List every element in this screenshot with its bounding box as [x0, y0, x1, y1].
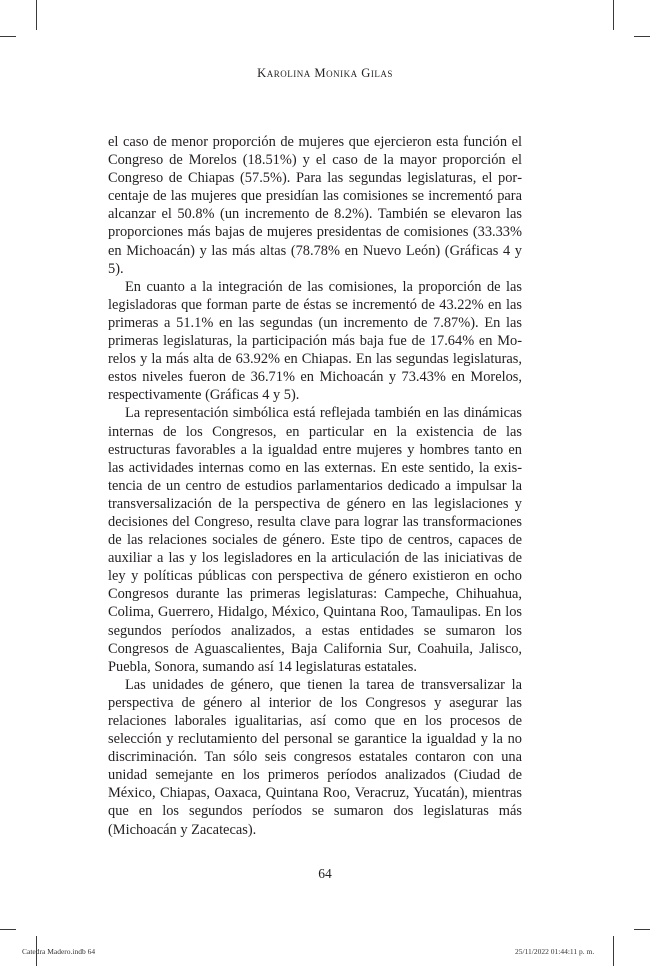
- paragraph-1: el caso de menor proporción de mujeres que ejercieron esta función el Congreso de Morelos (18.51%) y el caso de la mayor proporción el Congreso de Chiapas (57.5%). Para las segundas legislaturas, el porcentaje de las mujeres que presidían las comisiones se incrementó para alcanzar el 50.8% (un incremento de 8.2%). También se elevaron las proporciones más bajas de mujeres presidentas de comisiones (33.33% en Michoacán) y las más altas (78.78% en Nuevo León) (Gráficas 4 y 5).: [108, 134, 522, 277]
- body-text: [108, 133, 522, 839]
- slug-file: Catedra Madero.indb 64: [22, 947, 96, 956]
- crop-mark-top-right: [613, 0, 614, 30]
- crop-mark-top-right-h: [634, 36, 650, 37]
- crop-mark-bottom-right-h: [634, 929, 650, 930]
- crop-mark-top-left-h: [0, 36, 16, 37]
- crop-mark-bottom-right: [613, 936, 614, 966]
- crop-mark-top-left: [36, 0, 37, 30]
- paragraph-2: En cuanto a la integración de las comisiones, la proporción de las legisladoras que forman parte de éstas se incrementó de 43.22% en las primeras a 51.1% en las segundas (un incremento de 7.87%). En las primeras legislaturas, la participación más baja fue de 17.64% en Morelos y la más alta de 63.92% en Chiapas. En las segundas legislaturas, estos niveles fueron de 36.71% en Michoacán y 73.43% en Morelos, respectivamente (Gráficas 4 y 5).: [108, 278, 522, 404]
- slug-timestamp: 25/11/2022 01:44:11 p. m.: [515, 947, 595, 956]
- paragraph-3: La representación simbólica está reflejada también en las dinámicas internas de los Congresos, en particular en la existencia de las estructuras favorables a la igualdad entre mujeres y hombres tanto en las actividades internas como en las externas. En este sentido, la existencia de un centro de estudios parlamentarios dedicado a impulsar la transversalización de la perspectiva de género en las legislaciones y decisiones del Congreso, resulta clave para lograr las transformaciones de las relaciones sociales de género. Este tipo de centros, capaces de auxiliar a las y los legisladores en la articulación de las iniciativas de ley y políticas públicas con perspectiva de género existieron en ocho Congresos durante las primeras legislaturas: Campeche, Chihuahua, Colima, Guerrero, Hidalgo, México, Quintana Roo, Tamaulipas. En los segundos períodos analizados, a estas entidades se sumaron los Congresos de Aguascalientes, Baja California Sur, Coahuila, Jalisco, Puebla, Sonora, sumando así 14 legislaturas estatales.: [108, 405, 522, 675]
- paragraph-4: Las unidades de género, que tienen la tarea de transversalizar la perspectiva de género al interior de los Congresos y asegurar las relaciones laborales igualitarias, así como que en los procesos de selección y reclutamiento del personal se garantice la igualdad y la no discriminación. Tan sólo seis congresos estatales contaron con una unidad semejante en los primeros períodos analizados (Ciudad de México, Chiapas, Oaxaca, Quintana Roo, Veracruz, Yucatán), mientras que en los segundos períodos se sumaron dos legislaturas más (Michoacán y Zacatecas).: [108, 676, 522, 838]
- running-head: Karolina Monika Gilas: [257, 66, 393, 80]
- crop-mark-bottom-left-h: [0, 929, 16, 930]
- page-number: 64: [318, 866, 332, 881]
